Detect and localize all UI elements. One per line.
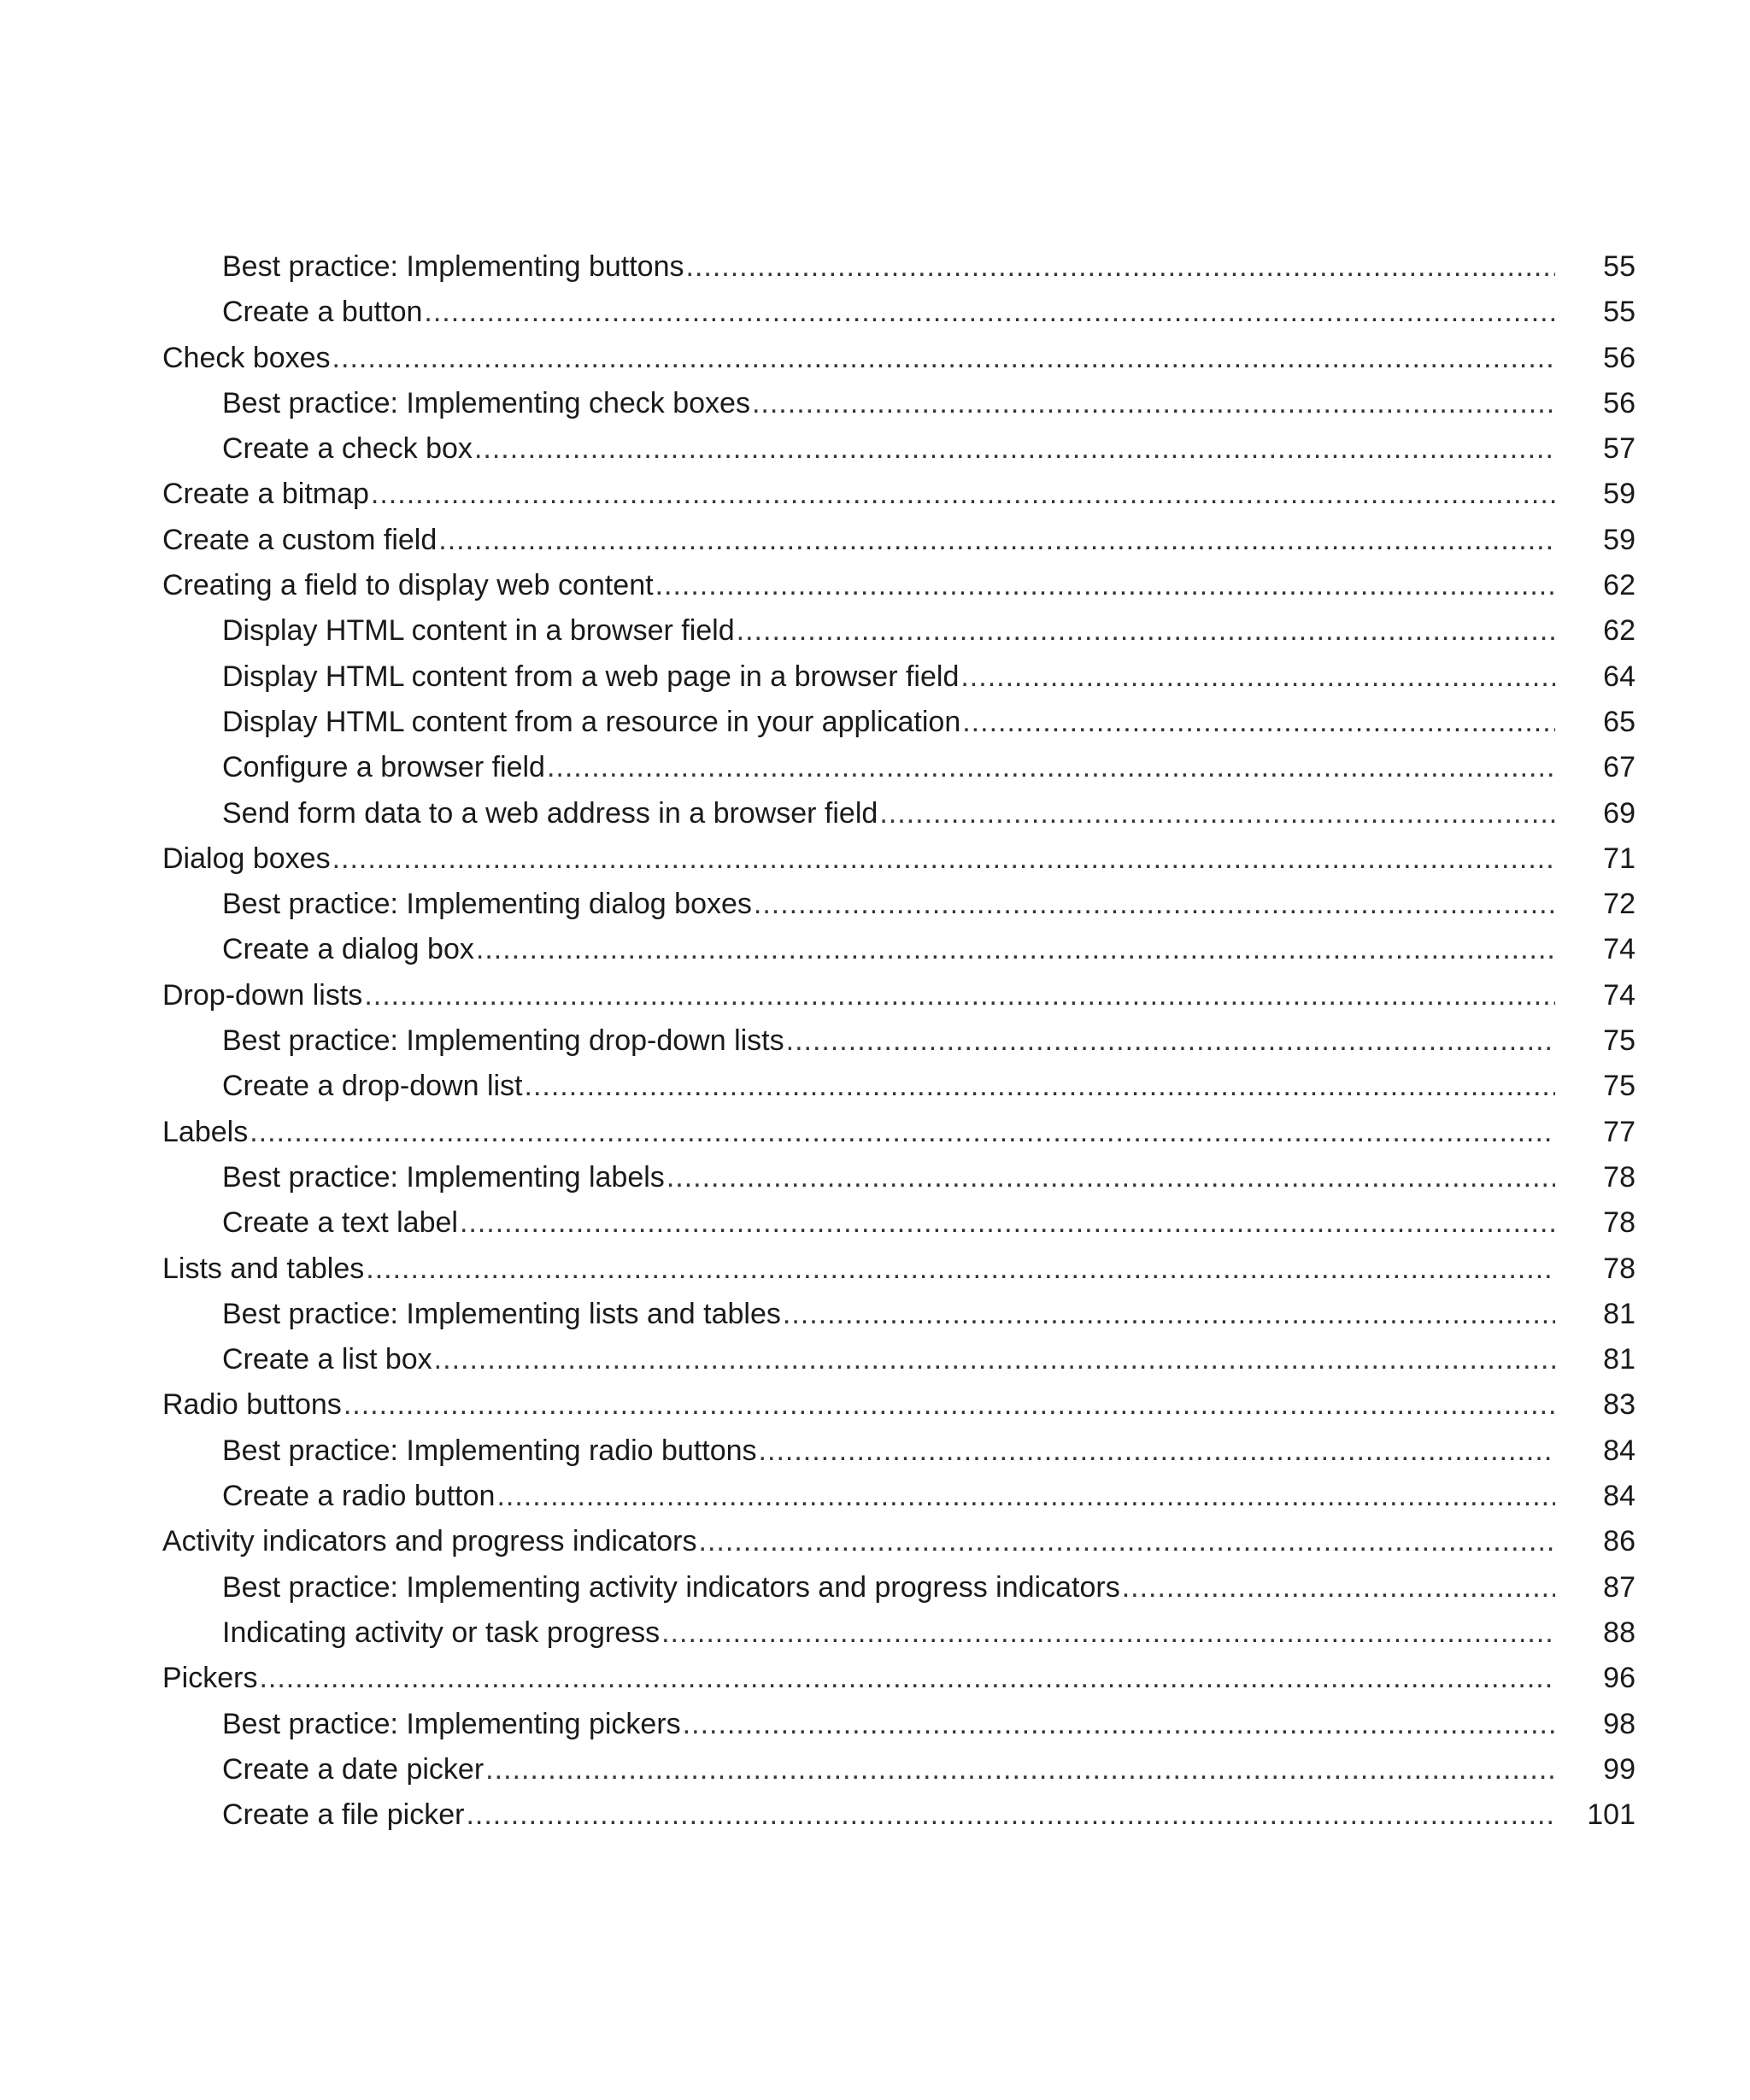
toc-dot-leader xyxy=(250,1110,1555,1155)
toc-entry-title[interactable]: Configure a browser field xyxy=(222,751,545,784)
toc-entry-page-number[interactable]: 59 xyxy=(1603,523,1635,556)
toc-entry-title[interactable]: Display HTML content in a browser field xyxy=(222,614,735,648)
toc-entry-title[interactable]: Best practice: Implementing pickers xyxy=(222,1707,681,1740)
toc-entry-title-area xyxy=(162,1474,1555,1519)
toc-entry-title[interactable]: Dialog boxes xyxy=(162,842,331,875)
toc-entry-page-number[interactable]: 78 xyxy=(1603,1252,1635,1285)
toc-entry-title[interactable]: Best practice: Implementing buttons xyxy=(222,250,684,283)
toc-entry-page-number[interactable]: 55 xyxy=(1603,250,1635,283)
toc-entry-title-area xyxy=(162,836,1555,882)
toc-entry-page-number[interactable]: 75 xyxy=(1603,1024,1635,1058)
toc-dot-leader xyxy=(474,426,1555,472)
toc-entry-title-area xyxy=(162,1428,1555,1474)
toc-entry-title[interactable]: Best practice: Implementing dialog boxes xyxy=(222,888,752,921)
toc-entry-title-area xyxy=(162,654,1555,700)
toc-entry-title[interactable]: Create a date picker xyxy=(222,1752,484,1786)
toc-dot-leader xyxy=(752,381,1555,426)
toc-dot-leader xyxy=(438,518,1555,563)
toc-entry-title-area xyxy=(162,472,1555,517)
toc-entry[interactable] xyxy=(162,290,1641,335)
toc-entry-title[interactable]: Create a drop-down list xyxy=(222,1070,523,1103)
toc-entry-title[interactable]: Send form data to a web address in a browser field xyxy=(222,796,878,830)
toc-dot-leader xyxy=(424,290,1555,335)
toc-dot-leader xyxy=(962,700,1555,745)
toc-entry-title-area xyxy=(162,973,1555,1018)
toc-entry[interactable] xyxy=(162,1610,1641,1656)
toc-entry-title[interactable]: Best practice: Implementing lists and tables xyxy=(222,1297,781,1330)
toc-entry[interactable] xyxy=(162,1247,1641,1292)
toc-dot-leader xyxy=(332,336,1555,381)
toc-dot-leader xyxy=(783,1292,1555,1337)
toc-entry[interactable] xyxy=(162,1018,1641,1064)
toc-entry[interactable] xyxy=(162,472,1641,517)
toc-entry[interactable] xyxy=(162,563,1641,608)
toc-dot-leader xyxy=(366,1247,1555,1292)
toc-entry-page-number[interactable]: 57 xyxy=(1603,432,1635,466)
toc-dot-leader xyxy=(661,1610,1555,1656)
toc-entry-title[interactable]: Create a custom field xyxy=(162,523,438,556)
toc-entry-page-number[interactable]: 71 xyxy=(1603,842,1635,875)
toc-entry[interactable] xyxy=(162,381,1641,426)
toc-entry-page-number[interactable]: 87 xyxy=(1603,1570,1635,1604)
toc-entry[interactable] xyxy=(162,518,1641,563)
toc-dot-leader xyxy=(683,1702,1555,1747)
toc-dot-leader xyxy=(667,1155,1555,1200)
toc-entry-page-number[interactable]: 64 xyxy=(1603,660,1635,693)
toc-entry[interactable] xyxy=(162,1155,1641,1200)
toc-entry[interactable] xyxy=(162,1382,1641,1428)
toc-entry-title[interactable]: Create a radio button xyxy=(222,1480,496,1513)
toc-entry-page-number[interactable]: 78 xyxy=(1603,1160,1635,1194)
toc-entry[interactable] xyxy=(162,1200,1641,1246)
toc-entry-title-area xyxy=(162,1656,1555,1701)
toc-entry[interactable] xyxy=(162,1337,1641,1382)
toc-entry-page-number[interactable]: 74 xyxy=(1603,978,1635,1012)
toc-entry-title-area xyxy=(162,1792,1555,1838)
toc-entry-page-number[interactable]: 84 xyxy=(1603,1434,1635,1467)
toc-entry-title-area xyxy=(162,1565,1555,1610)
toc-entry-title-area xyxy=(162,290,1555,335)
toc-dot-leader xyxy=(525,1064,1555,1109)
toc-entry-title-area xyxy=(162,1519,1555,1564)
toc-entry[interactable] xyxy=(162,1110,1641,1155)
toc-entry-title[interactable]: Best practice: Implementing drop-down lists xyxy=(222,1024,784,1058)
toc-entry-page-number[interactable]: 75 xyxy=(1603,1070,1635,1103)
toc-entry[interactable] xyxy=(162,700,1641,745)
toc-entry-title-area xyxy=(162,700,1555,745)
toc-entry-title-area xyxy=(162,1337,1555,1382)
toc-entry-title[interactable]: Create a text label xyxy=(222,1206,458,1240)
toc-entry-title[interactable]: Create a check box xyxy=(222,432,473,466)
toc-entry-page-number[interactable]: 86 xyxy=(1603,1525,1635,1558)
toc-dot-leader xyxy=(786,1018,1555,1064)
toc-dot-leader xyxy=(754,882,1555,927)
toc-dot-leader xyxy=(476,927,1555,972)
toc-entry-title-area xyxy=(162,426,1555,472)
toc-entry-page-number[interactable]: 67 xyxy=(1603,751,1635,784)
toc-entry-title-area xyxy=(162,563,1555,608)
toc-entry-title-area xyxy=(162,1110,1555,1155)
toc-entry[interactable] xyxy=(162,836,1641,882)
toc-entry-title-area xyxy=(162,244,1555,290)
toc-entry-title[interactable]: Indicating activity or task progress xyxy=(222,1616,661,1649)
toc-entry-title-area xyxy=(162,1610,1555,1656)
toc-entry-page-number[interactable]: 78 xyxy=(1603,1206,1635,1240)
toc-entry[interactable] xyxy=(162,654,1641,700)
toc-dot-leader xyxy=(960,654,1555,700)
toc-entry[interactable] xyxy=(162,426,1641,472)
toc-dot-leader xyxy=(655,563,1555,608)
toc-entry-title-area xyxy=(162,1155,1555,1200)
toc-entry-page-number[interactable]: 81 xyxy=(1603,1343,1635,1376)
toc-entry-title-area xyxy=(162,745,1555,790)
toc-entry[interactable] xyxy=(162,1792,1641,1838)
toc-entry-title[interactable]: Create a bitmap xyxy=(162,478,369,511)
toc-entry-title-area xyxy=(162,1292,1555,1337)
toc-entry-title[interactable]: Lists and tables xyxy=(162,1252,365,1285)
toc-entry-title[interactable]: Best practice: Implementing labels xyxy=(222,1160,665,1194)
toc-dot-leader xyxy=(879,791,1555,836)
toc-entry[interactable] xyxy=(162,1519,1641,1564)
toc-entry-page-number[interactable]: 69 xyxy=(1603,796,1635,830)
toc-entry-title-area xyxy=(162,791,1555,836)
toc-entry[interactable] xyxy=(162,1565,1641,1610)
toc-entry-title[interactable]: Display HTML content from a web page in a browser field xyxy=(222,660,960,693)
toc-entry-page-number[interactable]: 77 xyxy=(1603,1115,1635,1148)
toc-dot-leader xyxy=(699,1519,1556,1564)
toc-entry[interactable] xyxy=(162,244,1641,290)
toc-entry-title[interactable]: Best practice: Implementing radio buttons xyxy=(222,1434,757,1467)
toc-entry-title[interactable]: Activity indicators and progress indicators xyxy=(162,1525,697,1558)
toc-entry-title[interactable]: Create a list box xyxy=(222,1343,432,1376)
toc-entry-title[interactable]: Radio buttons xyxy=(162,1388,342,1422)
toc-entry-page-number[interactable]: 62 xyxy=(1603,614,1635,648)
toc-entry-page-number[interactable]: 62 xyxy=(1603,569,1635,602)
toc-entry-page-number[interactable]: 84 xyxy=(1603,1480,1635,1513)
toc-entry-title[interactable]: Drop-down lists xyxy=(162,978,363,1012)
toc-dot-leader xyxy=(737,608,1555,654)
toc-entry-title-area xyxy=(162,1747,1555,1792)
toc-dot-leader xyxy=(371,472,1555,517)
toc-dot-leader xyxy=(485,1747,1555,1792)
toc-entry-page-number[interactable]: 74 xyxy=(1603,933,1635,966)
toc-dot-leader xyxy=(547,745,1555,790)
toc-entry-title-area xyxy=(162,1247,1555,1292)
toc-entry[interactable] xyxy=(162,1064,1641,1109)
toc-entry[interactable] xyxy=(162,882,1641,927)
toc-entry[interactable] xyxy=(162,973,1641,1018)
toc-dot-leader xyxy=(1122,1565,1555,1610)
toc-entry-page-number[interactable]: 65 xyxy=(1603,705,1635,738)
table-of-contents xyxy=(162,244,1641,1838)
toc-entry-page-number[interactable]: 88 xyxy=(1603,1616,1635,1649)
toc-dot-leader xyxy=(496,1474,1555,1519)
toc-entry-title-area xyxy=(162,608,1555,654)
toc-dot-leader xyxy=(434,1337,1555,1382)
toc-entry[interactable] xyxy=(162,1747,1641,1792)
toc-entry[interactable] xyxy=(162,1428,1641,1474)
toc-entry[interactable] xyxy=(162,1656,1641,1701)
toc-entry-title-area xyxy=(162,882,1555,927)
toc-entry[interactable] xyxy=(162,927,1641,972)
toc-entry-title-area xyxy=(162,518,1555,563)
toc-entry-page-number[interactable]: 83 xyxy=(1603,1388,1635,1422)
toc-entry-page-number[interactable]: 96 xyxy=(1603,1662,1635,1695)
toc-entry-title-area xyxy=(162,1018,1555,1064)
toc-dot-leader xyxy=(344,1382,1555,1428)
toc-entry[interactable] xyxy=(162,745,1641,790)
toc-entry-title[interactable]: Display HTML content from a resource in your application xyxy=(222,705,961,738)
toc-entry-page-number[interactable]: 56 xyxy=(1603,386,1635,419)
toc-entry-title-area xyxy=(162,1702,1555,1747)
toc-entry[interactable] xyxy=(162,1474,1641,1519)
toc-dot-leader xyxy=(460,1200,1555,1246)
toc-entry-page-number[interactable]: 72 xyxy=(1603,888,1635,921)
toc-entry-title-area xyxy=(162,1382,1555,1428)
toc-entry-title[interactable]: Creating a field to display web content xyxy=(162,569,654,602)
toc-dot-leader xyxy=(259,1656,1555,1701)
toc-entry-title[interactable]: Labels xyxy=(162,1115,249,1148)
toc-dot-leader xyxy=(686,244,1556,290)
toc-dot-leader xyxy=(332,836,1555,882)
toc-entry-title-area xyxy=(162,1200,1555,1246)
toc-entry-title[interactable]: Create a dialog box xyxy=(222,933,474,966)
toc-dot-leader xyxy=(759,1428,1555,1474)
toc-entry[interactable] xyxy=(162,608,1641,654)
toc-entry[interactable] xyxy=(162,1702,1641,1747)
toc-entry-page-number[interactable]: 55 xyxy=(1603,296,1635,329)
toc-entry-title-area xyxy=(162,336,1555,381)
toc-dot-leader xyxy=(466,1792,1555,1838)
toc-entry-page-number[interactable]: 101 xyxy=(1587,1798,1635,1832)
toc-entry-title[interactable]: Best practice: Implementing check boxes xyxy=(222,386,750,419)
toc-entry-page-number[interactable]: 99 xyxy=(1603,1752,1635,1786)
toc-entry-title[interactable]: Create a file picker xyxy=(222,1798,465,1832)
toc-entry-title-area xyxy=(162,1064,1555,1109)
toc-entry-title-area xyxy=(162,927,1555,972)
toc-entry[interactable] xyxy=(162,791,1641,836)
toc-entry-page-number[interactable]: 81 xyxy=(1603,1297,1635,1330)
toc-entry-title[interactable]: Create a button xyxy=(222,296,423,329)
toc-entry-page-number[interactable]: 98 xyxy=(1603,1707,1635,1740)
toc-entry[interactable] xyxy=(162,336,1641,381)
toc-entry-title[interactable]: Pickers xyxy=(162,1662,258,1695)
toc-entry-title[interactable]: Check boxes xyxy=(162,341,331,374)
toc-dot-leader xyxy=(364,973,1555,1018)
toc-entry-title-area xyxy=(162,381,1555,426)
toc-entry[interactable] xyxy=(162,1292,1641,1337)
toc-entry-title[interactable]: Best practice: Implementing activity indicators and progress indicators xyxy=(222,1570,1120,1604)
toc-entry-page-number[interactable]: 59 xyxy=(1603,478,1635,511)
toc-entry-page-number[interactable]: 56 xyxy=(1603,341,1635,374)
